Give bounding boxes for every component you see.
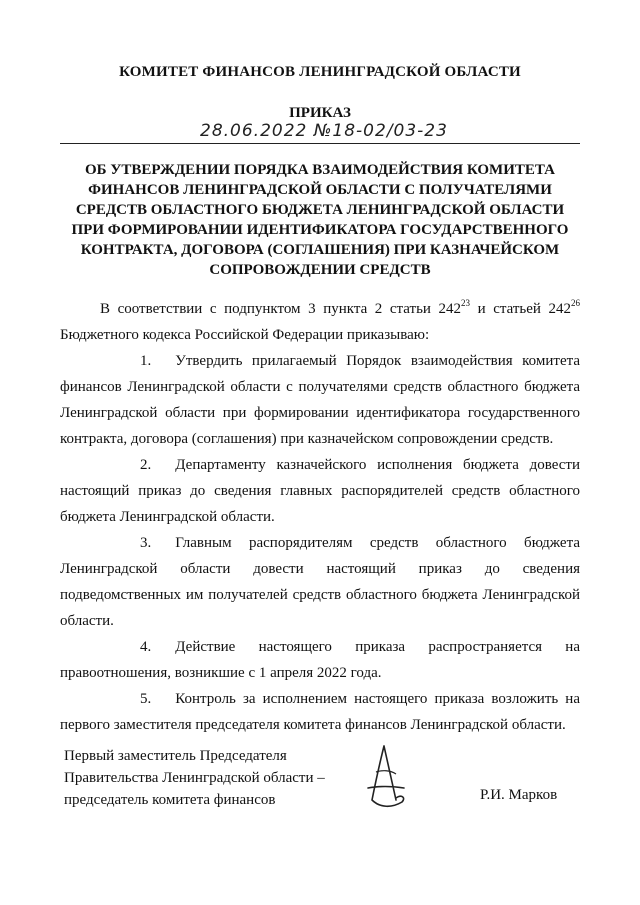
signatory-position: Первый заместитель Председателя Правительства Ленинградской области – председатель комитета финансов	[64, 748, 325, 808]
item-text: Контроль за исполнением настоящего приказа возложить на первого заместителя председателя комитета финансов Ленинградской области.	[60, 691, 580, 733]
order-subject: ОБ УТВЕРЖДЕНИИ ПОРЯДКА ВЗАИМОДЕЙСТВИЯ КОМИТЕТА ФИНАНСОВ ЛЕНИНГРАДСКОЙ ОБЛАСТИ С ПОЛУЧАТЕЛЯМИ СРЕДСТВ ОБЛАСТНОГО БЮДЖЕТА ЛЕНИНГРАДСКОЙ ОБЛАСТИ ПРИ ФОРМИРОВАНИИ ИДЕНТИФИКАТОРА ГОСУДАРСТВЕННОГО КОНТРАКТА, ДОГОВОРА (СОГЛАШЕНИЯ) ПРИ КАЗНАЧЕЙСКОМ СОПРОВОЖДЕНИИ СРЕДСТВ	[71, 162, 569, 278]
item-number: 3.	[140, 535, 152, 551]
item-2	[60, 452, 580, 530]
intro-part2: и статьей 242	[470, 301, 572, 317]
intro-sup1: 23	[461, 298, 471, 308]
item-text: Главным распорядителям средств областного бюджета Ленинградской области довести настоящий приказ до сведения подведомственных им получателей средств областного бюджета Ленинградской области.	[60, 535, 580, 629]
item-3	[60, 530, 580, 634]
intro-sup2: 26	[571, 298, 581, 308]
item-number: 2.	[140, 457, 152, 473]
item-4	[60, 634, 580, 686]
handwritten-signature-icon	[362, 742, 412, 812]
signatory-name: Р.И. Марков	[480, 787, 558, 803]
order-body	[60, 296, 580, 738]
item-text: Департаменту казначейского исполнения бюджета довести настоящий приказ до сведения главных распорядителей средств областного бюджета Ленинградской области.	[60, 457, 580, 525]
item-number: 1.	[140, 353, 152, 369]
item-text: Действие настоящего приказа распространяется на правоотношения, возникшие с 1 апреля 2022 года.	[60, 639, 580, 681]
item-number: 5.	[140, 691, 152, 707]
item-5	[60, 686, 580, 738]
item-number: 4.	[140, 639, 152, 655]
intro-part1: В соответствии с подпунктом 3 пункта 2 статьи 242	[100, 301, 462, 317]
committee-name: КОМИТЕТ ФИНАНСОВ ЛЕНИНГРАДСКОЙ ОБЛАСТИ	[119, 64, 521, 80]
item-text: Утвердить прилагаемый Порядок взаимодействия комитета финансов Ленинградской области с получателями средств областного бюджета Ленинградской области при формировании идентификатора государственного контракта, договора (соглашения) при казначейском сопровождении средств.	[60, 353, 580, 447]
item-1	[60, 348, 580, 452]
date-number-underline	[60, 143, 580, 144]
intro-part3: Бюджетного кодекса Российской Федерации приказываю:	[60, 327, 430, 343]
intro-paragraph	[60, 296, 580, 348]
order-title: ПРИКАЗ	[289, 105, 351, 121]
handwritten-date-number: 28.06.2022 №18-02/03-23	[200, 121, 448, 141]
